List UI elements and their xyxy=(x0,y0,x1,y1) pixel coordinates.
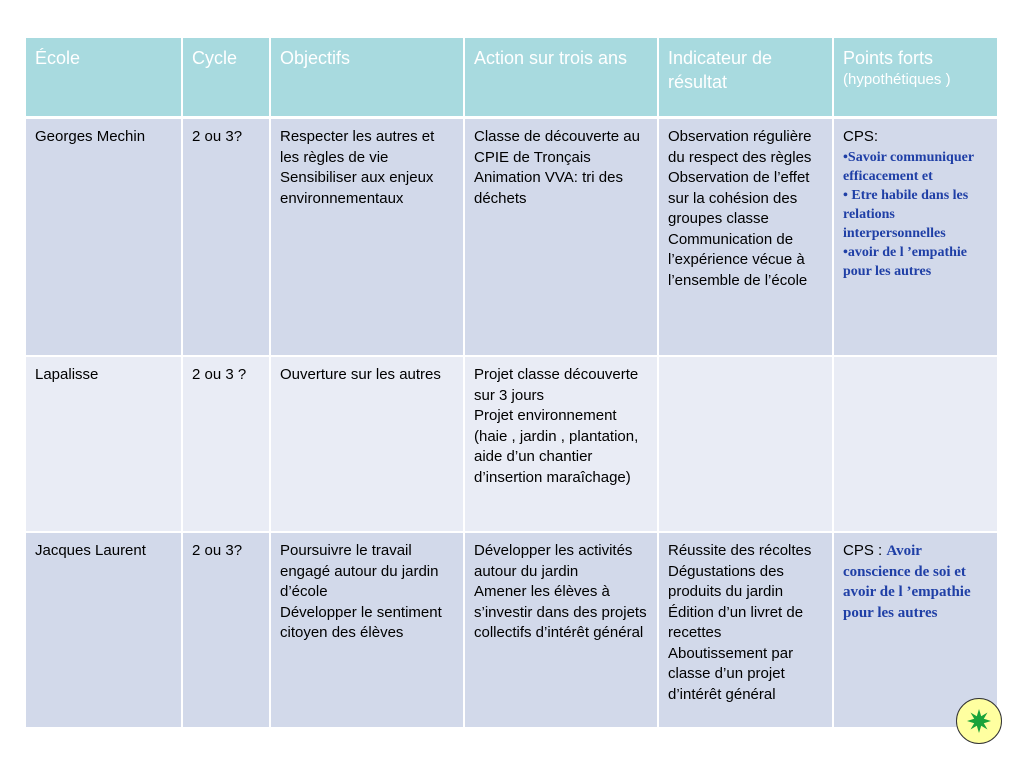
objectif-line: Respecter les autres et les règles de vie xyxy=(280,128,435,166)
cell-objectifs xyxy=(270,532,464,728)
objectif-line: Développer le sentiment citoyen des élèves xyxy=(280,603,442,641)
points-prefix: CPS : xyxy=(843,542,883,559)
action-line: Développer les activités autour du jardin xyxy=(474,542,633,580)
action-line: Projet environnement (haie , jardin , plantation, aide d’un chantier d’insertion maraîchage) xyxy=(474,407,639,486)
objectif-line: Poursuivre le travail engagé autour du jardin d’école xyxy=(280,542,439,600)
indicateur-line: Dégustations des produits du jardin xyxy=(668,562,784,600)
action-line: Projet classe découverte sur 3 jours xyxy=(474,366,639,404)
cell-indicateur xyxy=(658,356,833,532)
point-fort-line: •Savoir communiquer efficacement et xyxy=(843,149,974,184)
indicateur-line: Aboutissement par classe d’un projet d’intérêt général xyxy=(668,644,794,703)
cell-cycle: 2 ou 3 ? xyxy=(182,356,270,532)
indicateur-line: Réussite des récoltes xyxy=(668,542,812,559)
header-points-forts-title: Points forts xyxy=(843,48,934,68)
header-points-forts xyxy=(833,37,998,118)
header-points-forts-sub: (hypothétiques ) xyxy=(843,71,951,88)
objectif-line: Ouverture sur les autres xyxy=(280,366,441,383)
objectif-line: Sensibiliser aux enjeux environnementaux xyxy=(280,169,434,207)
header-indicateur: Indicateur de résultat xyxy=(658,37,833,118)
indicateur-line: Observation régulière du respect des règles xyxy=(668,128,812,166)
header-objectifs: Objectifs xyxy=(270,37,464,118)
point-fort-line: •avoir de l ’empathie pour les autres xyxy=(843,244,968,279)
point-fort-line: Avoir conscience de soi et avoir de l ’empathie pour les autres xyxy=(843,543,971,621)
cell-indicateur xyxy=(658,118,833,357)
indicateur-line: Édition d’un livret de recettes xyxy=(668,603,804,641)
cell-ecole: Lapalisse xyxy=(25,356,182,532)
cell-action xyxy=(464,532,658,728)
cell-ecole: Georges Mechin xyxy=(25,118,182,357)
header-ecole: École xyxy=(25,37,182,118)
action-line: Amener les élèves à s’investir dans des projets collectifs d’intérêt général xyxy=(474,583,647,641)
action-line: Classe de découverte au CPIE de Tronçais xyxy=(474,128,640,166)
cell-cycle: 2 ou 3? xyxy=(182,532,270,728)
cell-action xyxy=(464,356,658,532)
cell-objectifs xyxy=(270,118,464,357)
nav-action-button[interactable] xyxy=(956,698,1002,744)
projects-table xyxy=(24,36,999,729)
starburst-icon xyxy=(966,708,992,734)
table-row xyxy=(25,532,998,728)
header-cycle: Cycle xyxy=(182,37,270,118)
cell-cycle: 2 ou 3? xyxy=(182,118,270,357)
indicateur-line: Observation de l’effet sur la cohésion des groupes classe xyxy=(668,169,810,227)
point-fort-line: • Etre habile dans les relations interpersonnelles xyxy=(843,187,969,241)
cell-points-forts xyxy=(833,356,998,532)
header-row xyxy=(25,37,998,118)
cell-action xyxy=(464,118,658,357)
table-row xyxy=(25,356,998,532)
cell-points-forts xyxy=(833,118,998,357)
cell-objectifs xyxy=(270,356,464,532)
indicateur-line: Communication de l’expérience vécue à l’ensemble de l’école xyxy=(668,230,808,289)
action-line: Animation VVA: tri des déchets xyxy=(474,169,623,207)
cell-ecole: Jacques Laurent xyxy=(25,532,182,728)
header-action: Action sur trois ans xyxy=(464,37,658,118)
table-row xyxy=(25,118,998,357)
points-prefix: CPS: xyxy=(843,128,879,145)
cell-indicateur xyxy=(658,532,833,728)
